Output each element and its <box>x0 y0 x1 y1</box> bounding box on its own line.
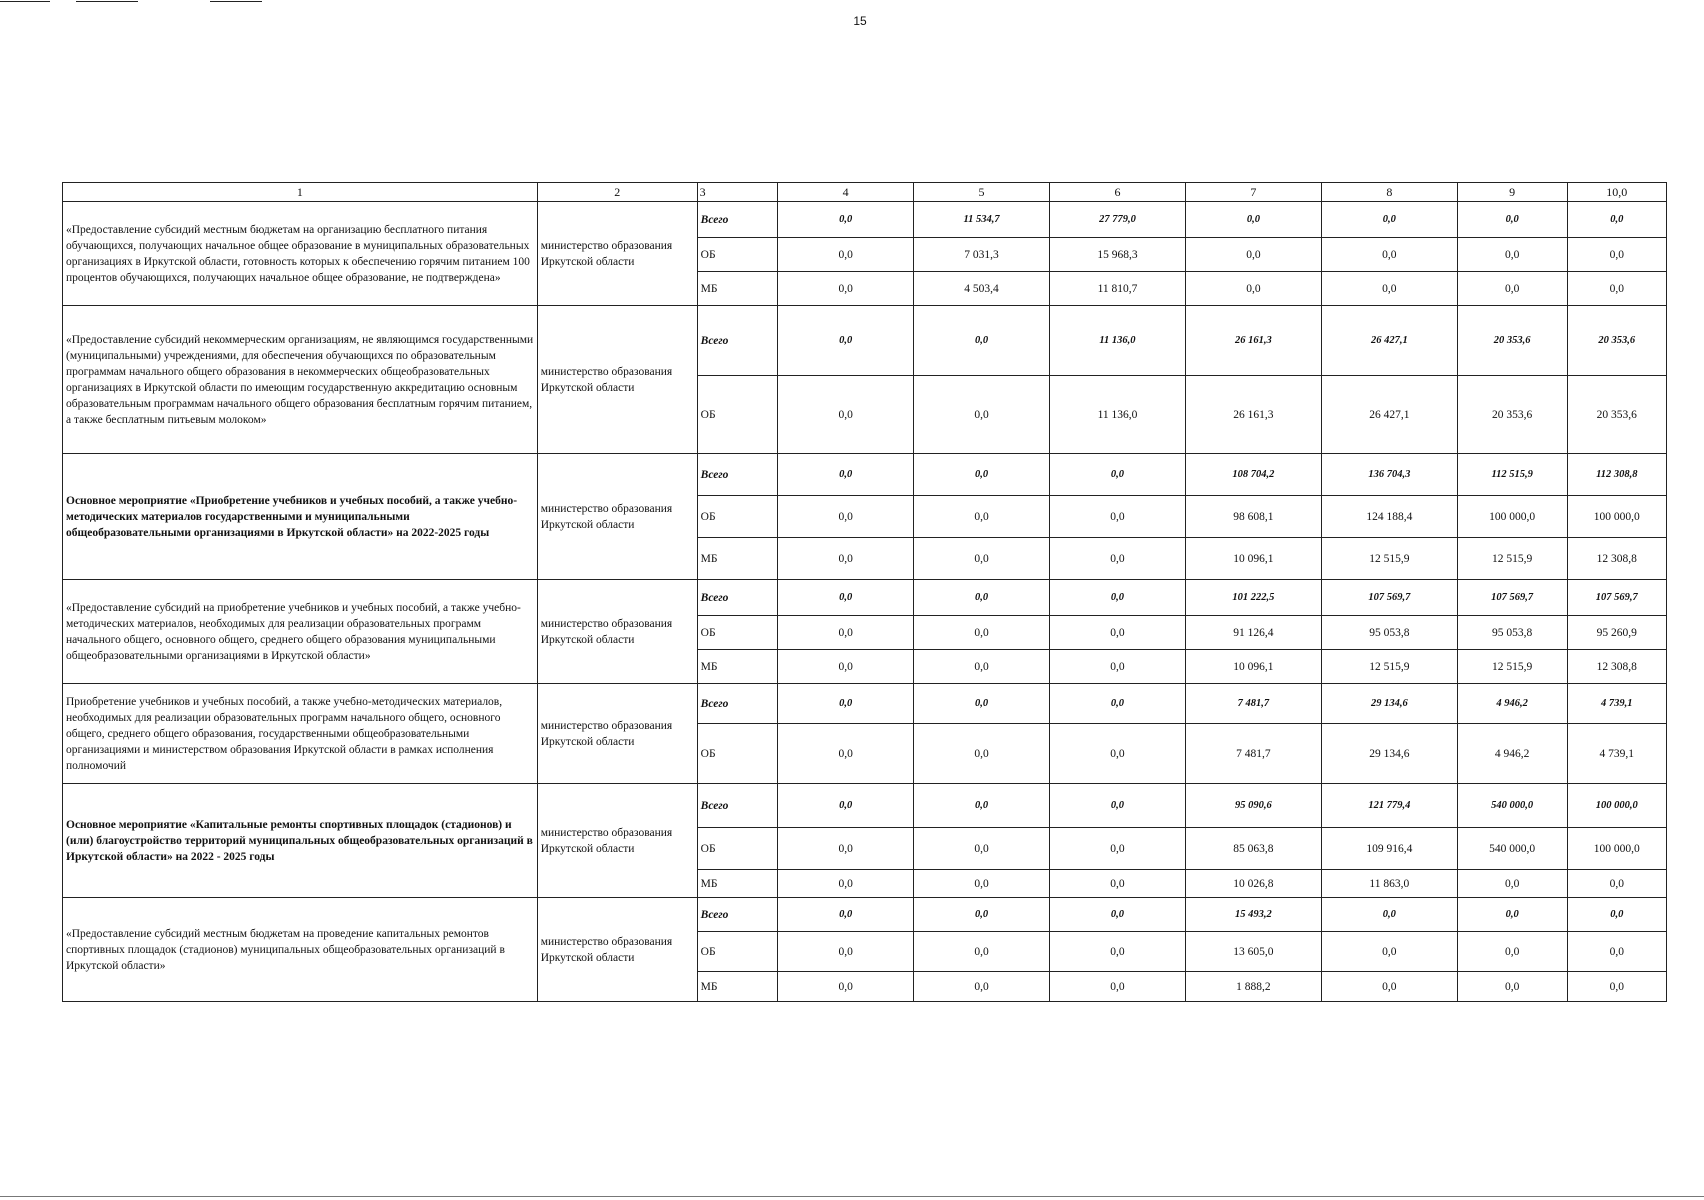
amount-cell: 11 810,7 <box>1050 272 1186 306</box>
amount-cell: 0,0 <box>1050 650 1186 684</box>
amount-cell: 0,0 <box>778 898 914 932</box>
column-header: 10,0 <box>1567 183 1666 202</box>
amount-cell: 12 515,9 <box>1457 650 1567 684</box>
amount-cell: 108 704,2 <box>1185 454 1321 496</box>
amount-cell: 0,0 <box>778 580 914 616</box>
amount-cell: 0,0 <box>1457 202 1567 238</box>
amount-cell: 0,0 <box>1457 272 1567 306</box>
column-header: 6 <box>1050 183 1186 202</box>
amount-cell: 7 481,7 <box>1185 684 1321 724</box>
amount-cell: 0,0 <box>1567 898 1666 932</box>
amount-cell: 20 353,6 <box>1567 376 1666 454</box>
amount-cell: 0,0 <box>1050 496 1186 538</box>
amount-cell: 95 090,6 <box>1185 784 1321 828</box>
amount-cell: 0,0 <box>778 932 914 972</box>
amount-cell: 0,0 <box>914 870 1050 898</box>
amount-cell: 0,0 <box>1321 972 1457 1002</box>
amount-cell: 0,0 <box>1457 238 1567 272</box>
table-row <box>63 306 1667 376</box>
funding-source: МБ <box>697 538 778 580</box>
table-row <box>63 898 1667 932</box>
amount-cell: 26 427,1 <box>1321 376 1457 454</box>
amount-cell: 0,0 <box>1321 238 1457 272</box>
amount-cell: 7 481,7 <box>1185 724 1321 784</box>
amount-cell: 0,0 <box>914 616 1050 650</box>
funding-source: Всего <box>697 580 778 616</box>
amount-cell: 100 000,0 <box>1567 496 1666 538</box>
amount-cell: 100 000,0 <box>1567 784 1666 828</box>
funding-source: ОБ <box>697 616 778 650</box>
amount-cell: 0,0 <box>1321 272 1457 306</box>
amount-cell: 0,0 <box>1050 616 1186 650</box>
amount-cell: 0,0 <box>1567 202 1666 238</box>
amount-cell: 0,0 <box>1050 580 1186 616</box>
amount-cell: 10 096,1 <box>1185 538 1321 580</box>
column-header: 8 <box>1321 183 1457 202</box>
table-row <box>63 580 1667 616</box>
amount-cell: 95 053,8 <box>1321 616 1457 650</box>
funding-source: МБ <box>697 972 778 1002</box>
executor-cell: министерство образования Иркутской области <box>537 784 697 898</box>
amount-cell: 112 515,9 <box>1457 454 1567 496</box>
funding-source: ОБ <box>697 828 778 870</box>
amount-cell: 109 916,4 <box>1321 828 1457 870</box>
amount-cell: 91 126,4 <box>1185 616 1321 650</box>
amount-cell: 0,0 <box>778 272 914 306</box>
funding-source: Всего <box>697 684 778 724</box>
column-header: 7 <box>1185 183 1321 202</box>
amount-cell: 26 161,3 <box>1185 376 1321 454</box>
column-header-row <box>63 183 1667 202</box>
amount-cell: 0,0 <box>914 538 1050 580</box>
table-row <box>63 784 1667 828</box>
amount-cell: 540 000,0 <box>1457 828 1567 870</box>
funding-source: МБ <box>697 272 778 306</box>
amount-cell: 0,0 <box>778 684 914 724</box>
funding-source: Всего <box>697 306 778 376</box>
amount-cell: 4 739,1 <box>1567 684 1666 724</box>
amount-cell: 27 779,0 <box>1050 202 1186 238</box>
amount-cell: 0,0 <box>778 376 914 454</box>
amount-cell: 11 863,0 <box>1321 870 1457 898</box>
amount-cell: 0,0 <box>1050 870 1186 898</box>
funding-source: Всего <box>697 454 778 496</box>
amount-cell: 107 569,7 <box>1457 580 1567 616</box>
amount-cell: 0,0 <box>1567 870 1666 898</box>
amount-cell: 26 427,1 <box>1321 306 1457 376</box>
amount-cell: 0,0 <box>1567 972 1666 1002</box>
funding-source: Всего <box>697 784 778 828</box>
amount-cell: 0,0 <box>778 238 914 272</box>
amount-cell: 12 308,8 <box>1567 538 1666 580</box>
amount-cell: 121 779,4 <box>1321 784 1457 828</box>
amount-cell: 0,0 <box>1185 202 1321 238</box>
table-row <box>63 454 1667 496</box>
amount-cell: 0,0 <box>1050 932 1186 972</box>
amount-cell: 11 136,0 <box>1050 376 1186 454</box>
executor-cell: министерство образования Иркутской области <box>537 898 697 1002</box>
amount-cell: 0,0 <box>778 538 914 580</box>
page-number: 15 <box>853 14 867 28</box>
amount-cell: 0,0 <box>1457 898 1567 932</box>
amount-cell: 0,0 <box>1321 202 1457 238</box>
measure-description: Основное мероприятие «Капитальные ремонты спортивных площадок (стадионов) и (или) благоустройство территорий муниципальных общеобразовательных организаций в Иркутской области» на 2022 - 2025 годы <box>63 784 538 898</box>
amount-cell: 0,0 <box>1567 272 1666 306</box>
column-header: 3 <box>697 183 778 202</box>
amount-cell: 0,0 <box>914 454 1050 496</box>
amount-cell: 10 026,8 <box>1185 870 1321 898</box>
column-header: 1 <box>63 183 538 202</box>
amount-cell: 0,0 <box>914 898 1050 932</box>
amount-cell: 0,0 <box>1567 238 1666 272</box>
measure-description: «Предоставление субсидий местным бюджетам на проведение капитальных ремонтов спортивных площадок (стадионов) муниципальных общеобразовательных организаций в Иркутской области» <box>63 898 538 1002</box>
amount-cell: 0,0 <box>1185 238 1321 272</box>
amount-cell: 0,0 <box>778 650 914 684</box>
funding-source: ОБ <box>697 932 778 972</box>
column-header: 5 <box>914 183 1050 202</box>
amount-cell: 0,0 <box>1050 454 1186 496</box>
amount-cell: 100 000,0 <box>1457 496 1567 538</box>
amount-cell: 0,0 <box>914 496 1050 538</box>
amount-cell: 0,0 <box>778 454 914 496</box>
funding-source: ОБ <box>697 496 778 538</box>
program-funding-table <box>62 182 1667 1002</box>
amount-cell: 0,0 <box>1185 272 1321 306</box>
measure-description: «Предоставление субсидий местным бюджетам на организацию бесплатного питания обучающихся, получающих начальное общее образование в муниципальных образовательных организациях в Иркутской области, готовность которых к обеспечению горячим питанием 100 процентов обучающихся, получающих начальное общее образование, не подтверждена» <box>63 202 538 306</box>
amount-cell: 0,0 <box>1050 828 1186 870</box>
amount-cell: 0,0 <box>1457 932 1567 972</box>
amount-cell: 0,0 <box>1321 932 1457 972</box>
amount-cell: 0,0 <box>1050 898 1186 932</box>
amount-cell: 0,0 <box>778 202 914 238</box>
amount-cell: 0,0 <box>778 972 914 1002</box>
executor-cell: министерство образования Иркутской области <box>537 306 697 454</box>
executor-cell: министерство образования Иркутской области <box>537 454 697 580</box>
amount-cell: 1 888,2 <box>1185 972 1321 1002</box>
amount-cell: 20 353,6 <box>1457 306 1567 376</box>
amount-cell: 12 515,9 <box>1321 538 1457 580</box>
scan-edge-line <box>76 1 138 2</box>
amount-cell: 0,0 <box>914 828 1050 870</box>
executor-cell: министерство образования Иркутской области <box>537 580 697 684</box>
amount-cell: 0,0 <box>778 616 914 650</box>
table-row <box>63 202 1667 238</box>
scan-edge-line <box>0 1 50 2</box>
amount-cell: 0,0 <box>1457 870 1567 898</box>
funding-source: МБ <box>697 870 778 898</box>
amount-cell: 12 515,9 <box>1457 538 1567 580</box>
amount-cell: 100 000,0 <box>1567 828 1666 870</box>
amount-cell: 0,0 <box>914 932 1050 972</box>
amount-cell: 95 053,8 <box>1457 616 1567 650</box>
amount-cell: 0,0 <box>914 650 1050 684</box>
amount-cell: 0,0 <box>778 784 914 828</box>
measure-description: Приобретение учебников и учебных пособий, а также учебно-методических материалов, необходимых для реализации образовательных программ начального общего, основного общего, среднего общего образования, государственными общеобразовательными организациями и министерством образования Иркутской области в рамках исполнения полномочий <box>63 684 538 784</box>
amount-cell: 7 031,3 <box>914 238 1050 272</box>
amount-cell: 0,0 <box>1457 972 1567 1002</box>
column-header: 4 <box>778 183 914 202</box>
scan-edge-line <box>210 1 262 2</box>
amount-cell: 124 188,4 <box>1321 496 1457 538</box>
amount-cell: 4 503,4 <box>914 272 1050 306</box>
scan-bottom-edge <box>0 1196 1704 1197</box>
amount-cell: 0,0 <box>1567 932 1666 972</box>
amount-cell: 0,0 <box>778 306 914 376</box>
amount-cell: 0,0 <box>778 870 914 898</box>
amount-cell: 85 063,8 <box>1185 828 1321 870</box>
amount-cell: 136 704,3 <box>1321 454 1457 496</box>
funding-source: Всего <box>697 898 778 932</box>
amount-cell: 29 134,6 <box>1321 684 1457 724</box>
amount-cell: 0,0 <box>778 828 914 870</box>
measure-description: «Предоставление субсидий на приобретение учебников и учебных пособий, а также учебно-методических материалов, необходимых для реализации образовательных программ начального общего, основного общего, среднего общего образования муниципальными общеобразовательными организациями в Иркутской области» <box>63 580 538 684</box>
amount-cell: 11 534,7 <box>914 202 1050 238</box>
funding-source: Всего <box>697 202 778 238</box>
amount-cell: 12 308,8 <box>1567 650 1666 684</box>
funding-source: ОБ <box>697 724 778 784</box>
funding-source: ОБ <box>697 376 778 454</box>
column-header: 9 <box>1457 183 1567 202</box>
amount-cell: 540 000,0 <box>1457 784 1567 828</box>
amount-cell: 0,0 <box>914 306 1050 376</box>
amount-cell: 4 946,2 <box>1457 684 1567 724</box>
amount-cell: 0,0 <box>1050 784 1186 828</box>
amount-cell: 95 260,9 <box>1567 616 1666 650</box>
amount-cell: 0,0 <box>914 376 1050 454</box>
funding-source: МБ <box>697 650 778 684</box>
amount-cell: 0,0 <box>1050 684 1186 724</box>
amount-cell: 0,0 <box>778 496 914 538</box>
amount-cell: 112 308,8 <box>1567 454 1666 496</box>
amount-cell: 11 136,0 <box>1050 306 1186 376</box>
amount-cell: 15 493,2 <box>1185 898 1321 932</box>
amount-cell: 4 739,1 <box>1567 724 1666 784</box>
amount-cell: 0,0 <box>1050 538 1186 580</box>
amount-cell: 0,0 <box>914 724 1050 784</box>
executor-cell: министерство образования Иркутской области <box>537 202 697 306</box>
amount-cell: 29 134,6 <box>1321 724 1457 784</box>
amount-cell: 0,0 <box>1050 972 1186 1002</box>
amount-cell: 0,0 <box>914 684 1050 724</box>
amount-cell: 4 946,2 <box>1457 724 1567 784</box>
funding-source: ОБ <box>697 238 778 272</box>
amount-cell: 26 161,3 <box>1185 306 1321 376</box>
measure-description: «Предоставление субсидий некоммерческим организациям, не являющимся государственными (муниципальными) учреждениями, для обеспечения обучающихся по образовательным программам начального общего образования в некоммерческих общеобразовательных организациях в Иркутской области по имеющим государственную аккредитацию основным образовательным программам начального общего образования бесплатным горячим питанием, а также бесплатным питьевым молоком» <box>63 306 538 454</box>
amount-cell: 0,0 <box>914 580 1050 616</box>
amount-cell: 15 968,3 <box>1050 238 1186 272</box>
amount-cell: 0,0 <box>1321 898 1457 932</box>
amount-cell: 20 353,6 <box>1567 306 1666 376</box>
amount-cell: 10 096,1 <box>1185 650 1321 684</box>
measure-description: Основное мероприятие «Приобретение учебников и учебных пособий, а также учебно-методических материалов государственными и муниципальными общеобразовательными организациями в Иркутской области» на 2022-2025 годы <box>63 454 538 580</box>
amount-cell: 107 569,7 <box>1567 580 1666 616</box>
amount-cell: 101 222,5 <box>1185 580 1321 616</box>
amount-cell: 12 515,9 <box>1321 650 1457 684</box>
amount-cell: 0,0 <box>778 724 914 784</box>
column-header: 2 <box>537 183 697 202</box>
executor-cell: министерство образования Иркутской области <box>537 684 697 784</box>
table-row <box>63 684 1667 724</box>
amount-cell: 0,0 <box>914 972 1050 1002</box>
amount-cell: 13 605,0 <box>1185 932 1321 972</box>
amount-cell: 0,0 <box>914 784 1050 828</box>
amount-cell: 107 569,7 <box>1321 580 1457 616</box>
amount-cell: 98 608,1 <box>1185 496 1321 538</box>
amount-cell: 0,0 <box>1050 724 1186 784</box>
amount-cell: 20 353,6 <box>1457 376 1567 454</box>
